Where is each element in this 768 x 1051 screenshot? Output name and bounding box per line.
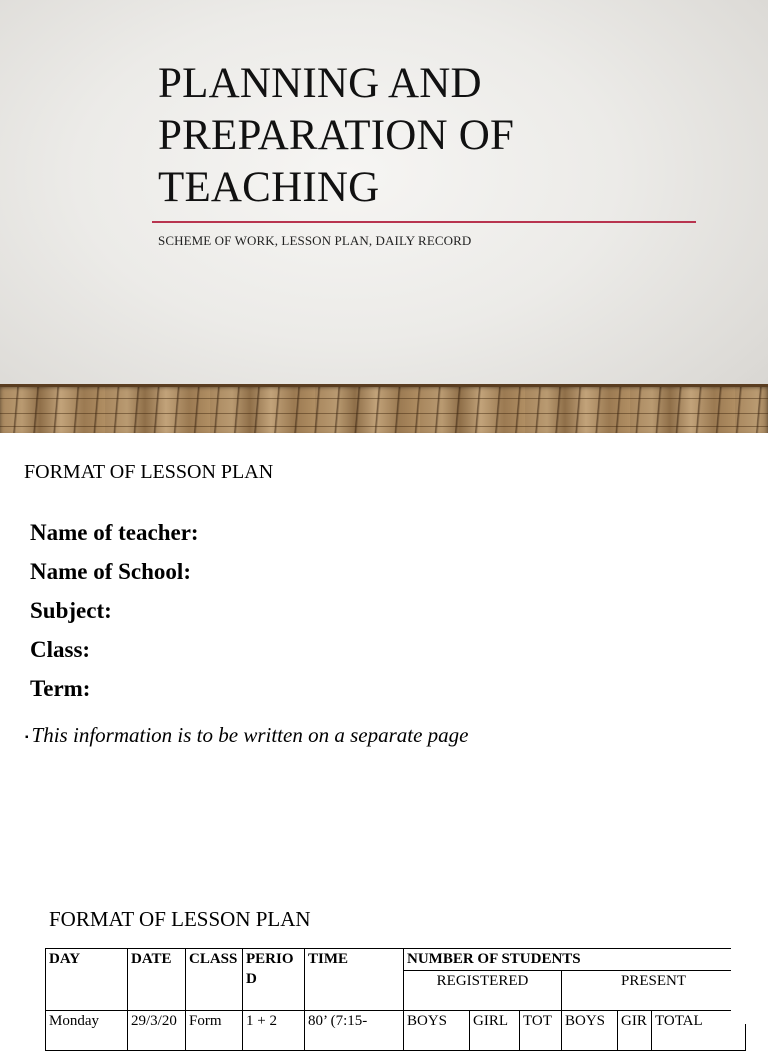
header-present: PRESENT: [562, 971, 746, 1011]
cell-registered-total: TOT: [520, 1011, 562, 1051]
header-date: DATE: [128, 949, 186, 1011]
field-name-of-school: Name of School:: [30, 559, 191, 584]
cell-time: 80’ (7:15-: [305, 1011, 404, 1051]
title-line: PREPARATION OF: [158, 112, 515, 159]
lesson-plan-table: [45, 948, 746, 1051]
cell-date: 29/3/20: [128, 1011, 186, 1051]
title-divider: [152, 221, 696, 223]
header-day: DAY: [46, 949, 128, 1011]
slide-heading: FORMAT OF LESSON PLAN: [24, 461, 274, 483]
header-class: CLASS: [186, 949, 243, 1011]
title-line: PLANNING AND: [158, 60, 482, 107]
cell-period: 1 + 2: [243, 1011, 305, 1051]
cell-present-girls: GIR: [618, 1011, 652, 1051]
lesson-plan-fields-slide: [0, 433, 768, 873]
title-slide: [0, 0, 768, 433]
cell-present-total: TOTAL: [652, 1011, 746, 1051]
field-term: Term:: [30, 676, 91, 701]
table-row: [46, 1011, 746, 1051]
field-name-of-teacher: Name of teacher:: [30, 520, 199, 545]
field-class: Class:: [30, 637, 91, 662]
field-subject: Subject:: [30, 598, 112, 623]
bullet-icon: ▪: [25, 731, 29, 743]
header-time: TIME: [305, 949, 404, 1011]
header-period: PERIOD: [243, 949, 305, 1011]
lesson-plan-table-slide: [0, 873, 768, 1029]
floor-seam: [0, 426, 768, 427]
note-text: This information is to be written on a separate page: [31, 723, 469, 747]
table-header-row: [46, 949, 746, 971]
baseboard: [0, 384, 768, 387]
header-registered: REGISTERED: [404, 971, 562, 1011]
cell-class: Form: [186, 1011, 243, 1051]
title-line: TEACHING: [158, 164, 380, 211]
cell-registered-girls: GIRL: [470, 1011, 520, 1051]
bullet-note: [25, 723, 468, 748]
wooden-floor-decoration: [0, 384, 768, 433]
slide-subtitle: SCHEME OF WORK, LESSON PLAN, DAILY RECORD: [158, 233, 472, 248]
cell-day: Monday: [46, 1011, 128, 1051]
floor-seam: [0, 413, 768, 414]
field-list: [30, 513, 199, 708]
slide-heading: FORMAT OF LESSON PLAN: [49, 907, 311, 931]
floor-seam: [0, 398, 768, 399]
header-number-of-students: NUMBER OF STUDENTS: [404, 949, 746, 971]
slide-title: [158, 58, 698, 214]
cell-present-boys: BOYS: [562, 1011, 618, 1051]
cell-registered-boys: BOYS: [404, 1011, 470, 1051]
page-edge-mask: [731, 873, 768, 1024]
